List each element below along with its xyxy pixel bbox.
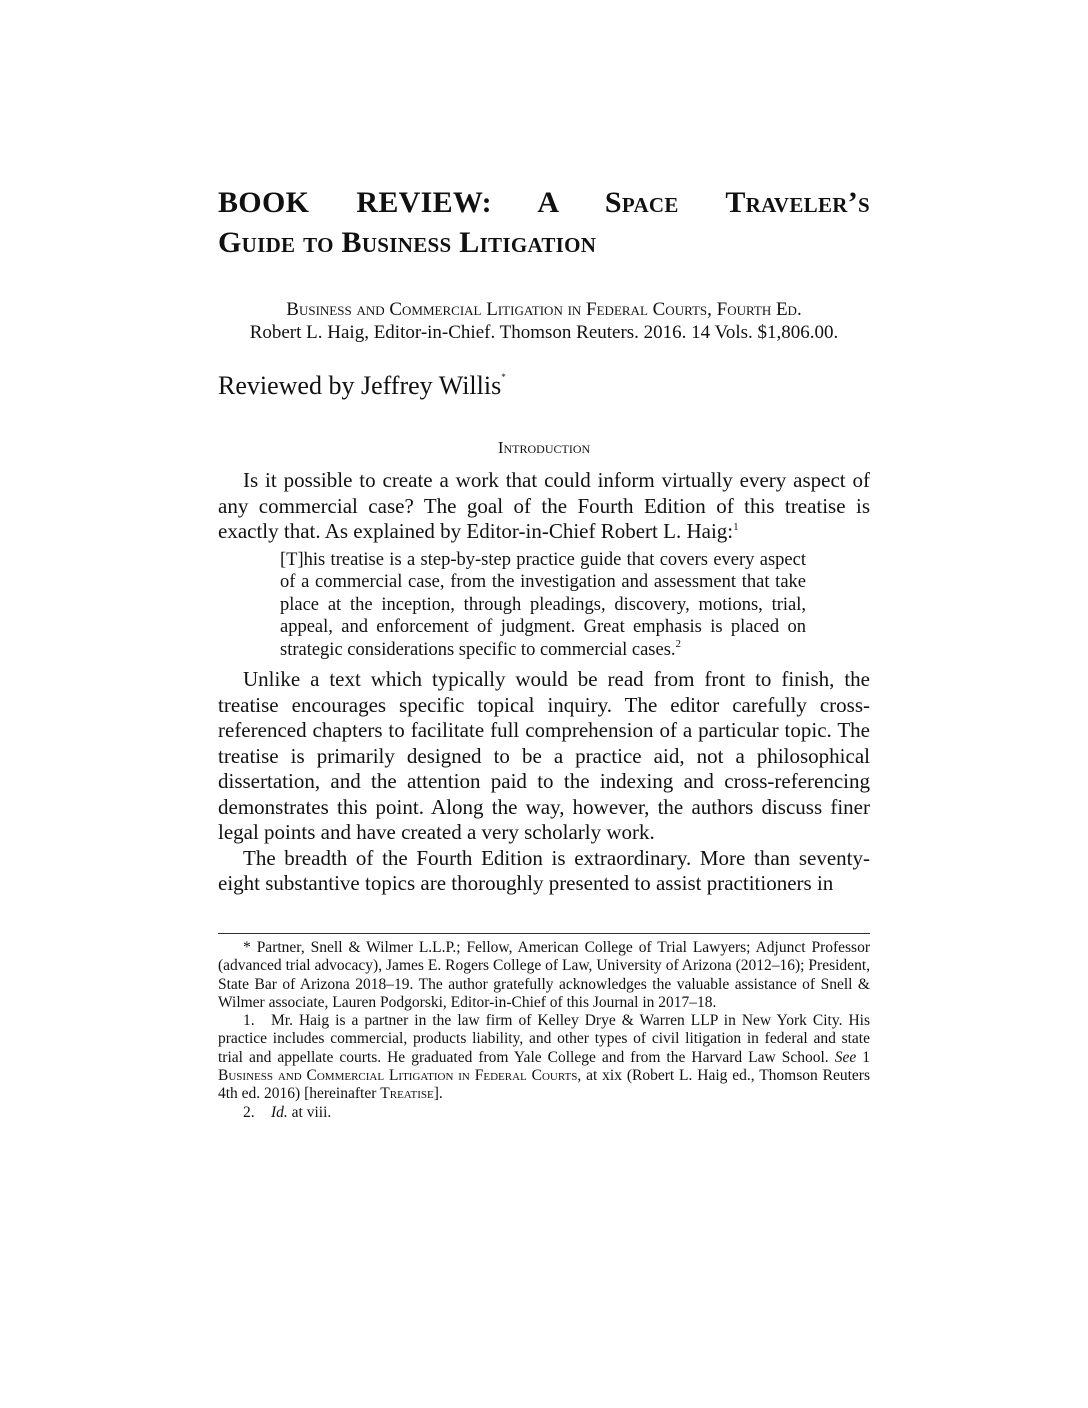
footnote-1	[218, 1012, 870, 1103]
reviewer-byline	[218, 361, 506, 402]
block-quote	[280, 549, 806, 662]
footnote-2	[218, 1104, 870, 1122]
book-details: Robert L. Haig, Editor-in-Chief. Thomson Reuters. 2016. 14 Vols. $1,806.00.	[249, 322, 839, 343]
footnote-2-text: at viii.	[291, 1103, 332, 1121]
footnote-1-cite: , at xix (Robert L. Haig ed., Thomson Reuters 4th ed. 2016) [hereinafter	[218, 1067, 870, 1103]
book-title: Business and Commercial Litigation in Federal Courts, Fourth Ed.	[286, 299, 802, 320]
reviewer-footnote-mark: *	[501, 372, 506, 382]
footnote-1-volume: 1	[862, 1048, 871, 1066]
footnote-1-signal: See	[834, 1048, 857, 1066]
footnote-1-number: 1.	[243, 1012, 255, 1030]
footnote-divider	[218, 933, 870, 934]
footnote-1-short-form: Treatise	[380, 1085, 434, 1103]
footnote-ref-1: 1	[733, 521, 739, 533]
footnote-2-number: 2.	[243, 1103, 255, 1121]
paragraph-3: The breadth of the Fourth Edition is extraordinary. More than seventy-eight substantive topics are thoroughly presented to assist practitioners in	[218, 845, 870, 895]
footnote-star: * Partner, Snell & Wilmer L.L.P.; Fellow, American College of Trial Lawyers; Adjunct Professor (advanced trial advocacy), James E. Rogers College of Law, University of Arizona (2012–16); President, State Bar of Arizona 2018–19. The author gratefully acknowledges the valuable assistance of Snell & Wilmer associate, Lauren Podgorski, Editor-in-Chief of this Journal in 2017–18.	[218, 939, 870, 1011]
book-citation	[218, 298, 870, 344]
footnote-2-id: Id.	[271, 1103, 288, 1121]
article-title	[218, 183, 870, 263]
footnote-1-text: Mr. Haig is a partner in the law firm of Kelley Drye & Warren LLP in New York City. His practice includes commercial, products liability, and other types of civil litigation in federal and state trial and appellate courts. He graduated from Yale College and from the Harvard Law School.	[218, 1012, 870, 1066]
footnote-1-source: Business and Commercial Litigation in Federal Courts	[218, 1067, 578, 1085]
footnote-1-end: ].	[433, 1085, 443, 1103]
section-heading: Introduction	[497, 438, 591, 457]
title-line-2: Guide to Business Litigation	[218, 226, 597, 259]
title-line-1: BOOK REVIEW: A Space Traveler’s	[218, 186, 870, 219]
footnote-ref-2: 2	[675, 637, 682, 650]
paragraph-2: Unlike a text which typically would be read from front to finish, the treatise encourages specific topical inquiry. The editor carefully cross-referenced chapters to facilitate full comprehension of a particular topic. The treatise is primarily designed to be a practice aid, not a philosophical dissertation, and the attention paid to the indexing and cross-referencing demonstrates this point. Along the way, however, the authors discuss finer legal points and have created a very scholarly work.	[218, 667, 870, 844]
paragraph-1-text: Is it possible to create a work that could inform virtually every aspect of any commercial case? The goal of the Fourth Edition of this treatise is exactly that. As explained by Editor-in-Chief Robert L. Haig:	[218, 468, 870, 543]
body-text	[218, 468, 870, 897]
reviewer-name: Reviewed by Jeffrey Willis	[218, 371, 502, 400]
block-quote-text: [T]his treatise is a step-by-step practice guide that covers every aspect of a commercial case, from the investigation and assessment that take place at the inception, through pleadings, discovery, motions, trial, appeal, and enforcement of judgment. Great emphasis is placed on strategic considerations specific to commercial cases.	[280, 549, 806, 660]
paragraph-1	[218, 468, 870, 545]
footnotes	[218, 939, 870, 1122]
